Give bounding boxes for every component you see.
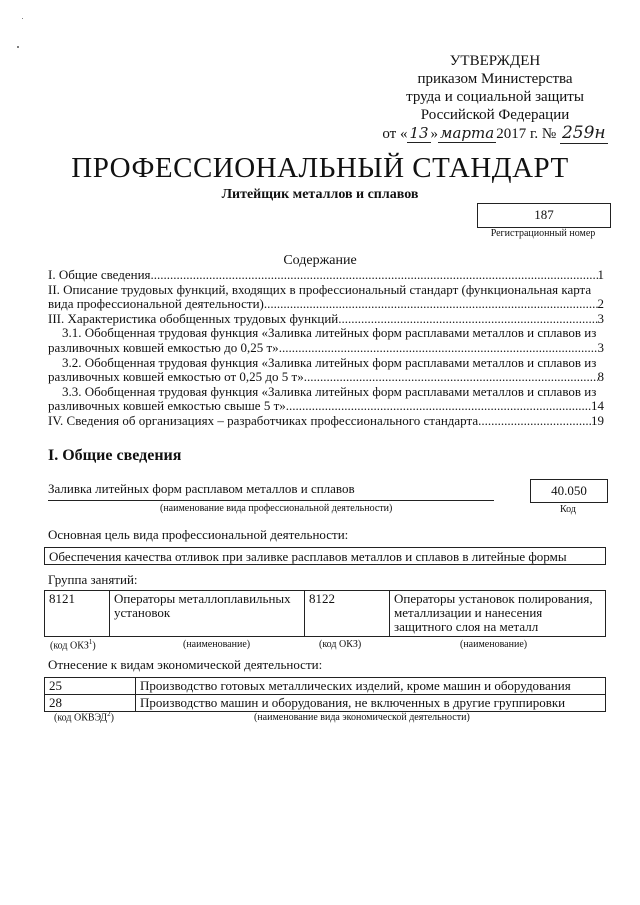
toc-item-text: II. Описание трудовых функций, входящих в профессиональный стандарт (функциональная карта — [48, 281, 592, 297]
goal-label: Основная цель вида профессиональной деятельности: — [48, 527, 349, 542]
registration-number-box: 187 — [477, 203, 611, 228]
toc-item[interactable] — [48, 356, 604, 385]
table-row — [45, 695, 606, 712]
activity-code-box: 40.050 — [530, 479, 608, 503]
date-year: 2017 г. № — [496, 126, 557, 142]
okved-code-caption: (код ОКВЭД$^2$) — [54, 710, 114, 724]
toc-item-text-cont: разливочных ковшей емкостью от 0,25 до 5 т» — [48, 370, 304, 385]
scan-speck — [17, 46, 19, 48]
page-title: ПРОФЕССИОНАЛЬНЫЙ СТАНДАРТ — [71, 152, 569, 184]
okved-name-cell: Производство готовых металлических изделий, кроме машин и оборудования — [136, 678, 606, 695]
toc-item-text: 3.1. Обобщенная трудовая функция «Заливка литейных форм расплавами металлов и сплавов из — [62, 325, 597, 341]
approval-line: труда и социальной защиты — [406, 89, 584, 105]
toc-item-text: IV. Сведения об организациях – разработчиках профессионального стандарта — [48, 413, 479, 428]
contents-title: Содержание — [283, 253, 357, 268]
table-of-contents — [48, 268, 604, 429]
toc-page-number: 14 — [591, 399, 604, 414]
toc-item[interactable] — [48, 326, 604, 355]
toc-item-text-cont: разливочных ковшей емкостью свыше 5 т» — [48, 399, 286, 414]
toc-leader — [478, 414, 591, 429]
toc-leader — [279, 341, 598, 356]
toc-item[interactable] — [48, 268, 604, 283]
toc-page-number: 3 — [597, 311, 604, 326]
registration-number-label: Регистрационный номер — [490, 228, 596, 239]
approval-date-line — [380, 124, 610, 143]
toc-leader — [304, 370, 598, 385]
approval-line: приказом Министерства — [417, 71, 573, 87]
okz-name-caption: (наименование) — [183, 639, 251, 650]
goal-box: Обеспечения качества отливок при заливке расплавов металлов и сплавов в литейные формы — [44, 547, 606, 565]
toc-item[interactable] — [48, 385, 604, 414]
toc-page-number: 3 — [597, 340, 604, 355]
okved-code-cell: 25 — [45, 678, 136, 695]
activity-underline — [48, 500, 494, 501]
toc-item[interactable] — [48, 283, 604, 312]
toc-page-number: 2 — [597, 297, 604, 312]
toc-item-text-cont: вида профессиональной деятельности) — [48, 297, 264, 312]
date-prefix: от « — [382, 126, 408, 142]
econ-activity-table — [44, 677, 606, 712]
groups-label: Группа занятий: — [48, 572, 138, 587]
toc-leader — [264, 297, 598, 312]
toc-leader — [338, 312, 597, 327]
okz-name-cell: Операторы металлоплавильных установок — [110, 591, 305, 637]
page-subtitle: Литейщик металлов и сплавов — [221, 187, 419, 202]
toc-item[interactable] — [48, 312, 604, 327]
toc-item-text-cont: разливочных ковшей емкостью до 0,25 т» — [48, 340, 279, 355]
okved-code-cell: 28 — [45, 695, 136, 712]
activity-code-caption: Код — [560, 504, 576, 515]
toc-page-number: 1 — [597, 268, 604, 282]
handwritten-day: 13 — [409, 124, 429, 142]
okz-code-cell: 8121 — [45, 591, 110, 637]
section-heading: I. Общие сведения — [48, 447, 182, 464]
approval-block — [380, 52, 610, 143]
okz-code-caption-2: (код ОКЗ) — [319, 639, 362, 650]
toc-item[interactable] — [48, 414, 604, 429]
occupation-groups-table — [44, 590, 606, 637]
handwritten-month: марта — [440, 124, 495, 142]
econ-label: Отнесение к видам экономической деятельности: — [48, 657, 323, 672]
okz-name-cell: Операторы установок полирования, металлизации и нанесения защитного слоя на металл — [390, 591, 606, 637]
scan-speck — [22, 18, 23, 19]
okved-name-caption: (наименование вида экономической деятельности) — [254, 712, 470, 723]
date-mid: » — [430, 126, 439, 142]
toc-item-text: III. Характеристика обобщенных трудовых функций — [48, 311, 339, 326]
toc-item-text: I. Общие сведения — [48, 268, 151, 282]
table-row — [45, 678, 606, 695]
okz-name-caption-2: (наименование) — [460, 639, 528, 650]
approval-line: Российской Федерации — [420, 107, 570, 123]
toc-leader — [286, 399, 591, 414]
approval-line: УТВЕРЖДЕН — [449, 53, 541, 69]
okz-code-cell: 8122 — [305, 591, 390, 637]
toc-item-text: 3.2. Обобщенная трудовая функция «Заливка литейных форм расплавами металлов и сплавов из — [62, 354, 597, 370]
toc-leader — [151, 268, 598, 283]
toc-item-text: 3.3. Обобщенная трудовая функция «Заливка литейных форм расплавами металлов и сплавов из — [62, 383, 597, 399]
okved-name-cell: Производство машин и оборудования, не включенных в другие группировки — [136, 695, 606, 712]
handwritten-order-number: 259н — [561, 123, 606, 143]
activity-name: Заливка литейных форм расплавом металлов и сплавов — [48, 481, 355, 496]
activity-caption: (наименование вида профессиональной деятельности) — [160, 503, 393, 514]
okz-code-caption: (код ОКЗ$^1$) — [50, 638, 96, 652]
toc-page-number: 19 — [591, 413, 604, 428]
table-row — [45, 591, 606, 637]
toc-page-number: 8 — [597, 370, 604, 385]
